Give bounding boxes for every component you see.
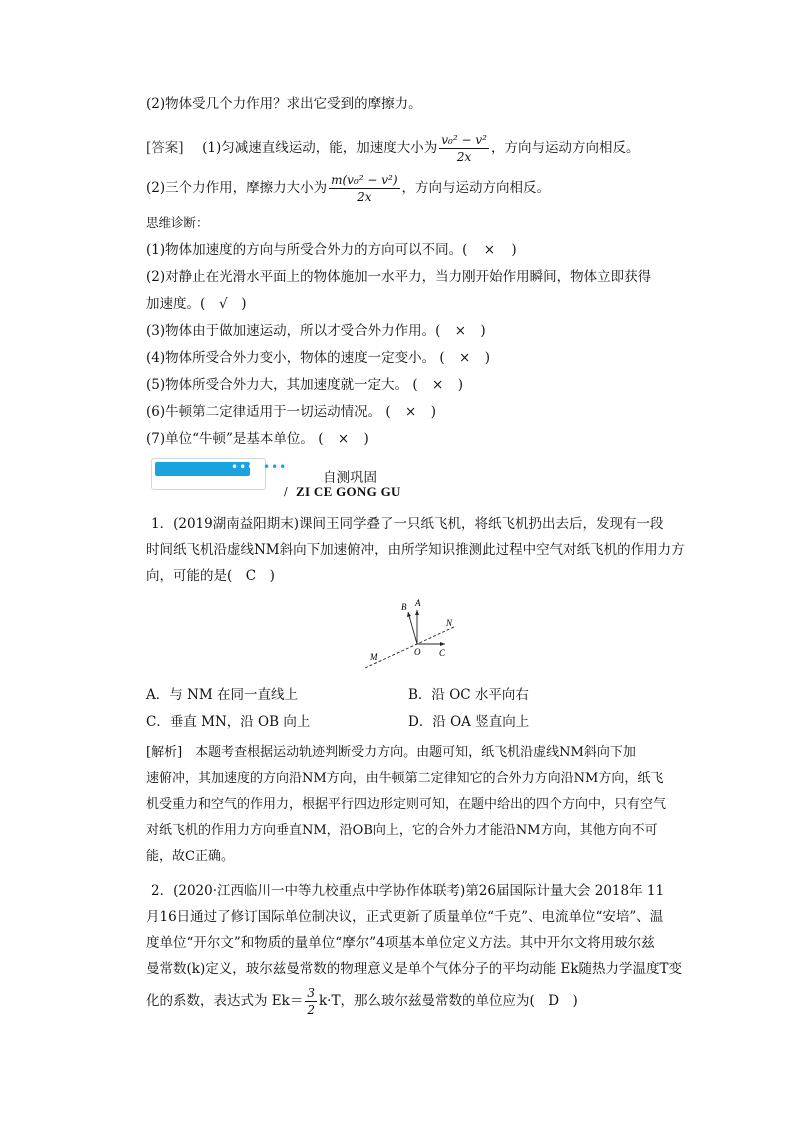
question-2-line: 2．(2020·江西临川一中等九校重点中学协作体联考)第26届国际计量大会 2018年 11	[151, 883, 665, 899]
answer-text-1-post: ，方向与运动方向相反。	[490, 140, 640, 156]
judgement-mark: ×	[483, 242, 496, 258]
energy-coefficient	[305, 985, 317, 1018]
option-b[interactable]: B．沿 OC 水平向右	[408, 687, 529, 703]
analysis-line: 能，故C正确。	[146, 849, 234, 864]
label-c: C	[439, 648, 446, 658]
analysis-line: 对纸飞机的作用力方向垂直NM，沿OB向上，它的合外力才能沿NM方向，其他方向不可	[146, 823, 658, 838]
judgement-mark: ×	[405, 404, 417, 420]
friction-denominator: 2x	[357, 190, 372, 204]
judgement-mark: ×	[454, 323, 467, 339]
answer-text-2-post: ，方向与运动方向相反。	[401, 180, 551, 196]
section-slash: /	[284, 485, 288, 498]
answer-tag: [答案]	[146, 140, 184, 156]
answer-text-1-pre: (1)匀减速直线运动，能，加速度大小为	[202, 140, 438, 156]
path-line-nm	[365, 626, 456, 668]
section-banner	[151, 458, 288, 488]
banner-dots-icon: •••	[231, 460, 256, 474]
section-title-cn: 自测巩固	[323, 470, 377, 486]
judgement-mark: ×	[459, 350, 471, 366]
option-a[interactable]: A．与 NM 在同一直线上	[146, 687, 298, 703]
label-b: B	[401, 602, 407, 612]
option-d[interactable]: D．沿 OA 竖直向上	[408, 714, 530, 730]
label-o: O	[414, 647, 421, 657]
arrowhead-b	[407, 612, 411, 617]
coefficient-denominator: 2	[307, 1003, 315, 1017]
force-diagram	[360, 596, 470, 676]
thinking-item: (6)牛顿第二定律适用于一切运动情况。 ( × )	[146, 404, 436, 420]
judgement-mark: ×	[432, 377, 444, 393]
coefficient-numerator: 3	[307, 986, 315, 1000]
thinking-item: (2)对静止在光滑水平面上的物体施加一水平力，当力刚开始作用瞬间，物体立即获得	[146, 269, 652, 285]
thinking-item: 加速度。( √ )	[146, 296, 247, 312]
label-m: M	[370, 652, 378, 662]
acceleration-formula	[439, 132, 489, 165]
question-2-line: 化的系数，表达式为 Ek＝ $\frac{3}{2}$ k·T，那么玻尔兹曼常数的单位应为( D )	[146, 986, 578, 1017]
question-2-line: 曼常数(k)定义，玻尔兹曼常数的物理意义是单个气体分子的平均动能 Ek随热力学温度T变	[146, 961, 683, 977]
judgement-mark: √	[218, 296, 228, 312]
analysis-line: 机受重力和空气的作用力，根据平行四边形定则可知，在题中给出的四个方向中，只有空气	[146, 797, 667, 812]
question-1-line: 向，可能的是( C )	[146, 568, 275, 584]
arrowhead-a	[415, 610, 419, 615]
vector-ob	[408, 612, 417, 644]
friction-formula	[329, 172, 399, 205]
thinking-item: (4)物体所受合外力变小，物体的速度一定变小。 ( × )	[146, 350, 490, 366]
label-n: N	[446, 618, 453, 628]
question-1-line: 时间纸飞机沿虚线NM斜向下加速俯冲，由所学知识推测此过程中空气对纸飞机的作用力方	[146, 542, 685, 558]
thinking-item: (7)单位“牛顿”是基本单位。 ( × )	[146, 431, 369, 447]
question-2-line: 度单位“开尔文”和物质的量单位“摩尔”4项基本单位定义方法。其中开尔文将用玻尔兹	[146, 935, 655, 951]
thinking-item: (3)物体由于做加速运动，所以才受合外力作用。( × )	[146, 323, 486, 339]
friction-numerator: m(v₀² − v²)	[331, 173, 398, 187]
thinking-title: 思维诊断：	[146, 215, 209, 230]
section-title-en: ZI CE GONG GU	[296, 484, 401, 499]
question-2-line: 月16日通过了修订国际单位制决议，正式更新了质量单位“千克”、电流单位“安培”、温	[146, 909, 664, 925]
label-a: A	[415, 598, 421, 608]
judgement-mark: ×	[337, 431, 350, 447]
acceleration-numerator: v₀² − v²	[441, 133, 487, 147]
thinking-item: (5)物体所受合外力大，其加速度就一定大。 ( × )	[146, 377, 463, 393]
answer-part-1	[146, 132, 639, 165]
option-c[interactable]: C．垂直 MN，沿 OB 向上	[146, 714, 311, 730]
analysis-line: [解析] 本题考查根据运动轨迹判断受力方向。由题可知，纸飞机沿虚线NM斜向下加	[146, 745, 636, 760]
answer-text-2-pre: (2)三个力作用，摩擦力大小为	[146, 180, 328, 196]
acceleration-denominator: 2x	[456, 150, 472, 164]
question-1-line: 1．(2019湖南益阳期末)课间王同学叠了一只纸飞机，将纸飞机扔出去后，发现有一段	[151, 516, 664, 532]
question-2-subpart: (2)物体受几个力作用？求出它受到的摩擦力。	[146, 96, 422, 112]
arrowhead-c	[440, 642, 445, 646]
banner-dots-icon: •••	[263, 460, 288, 474]
thinking-item: (1)物体加速度的方向与所受合外力的方向可以不同。( × )	[146, 242, 517, 258]
analysis-line: 速俯冲，其加速度的方向沿NM方向，由牛顿第二定律知它的合外力方向沿NM方向，纸飞	[146, 771, 664, 786]
answer-part-2	[146, 172, 550, 205]
